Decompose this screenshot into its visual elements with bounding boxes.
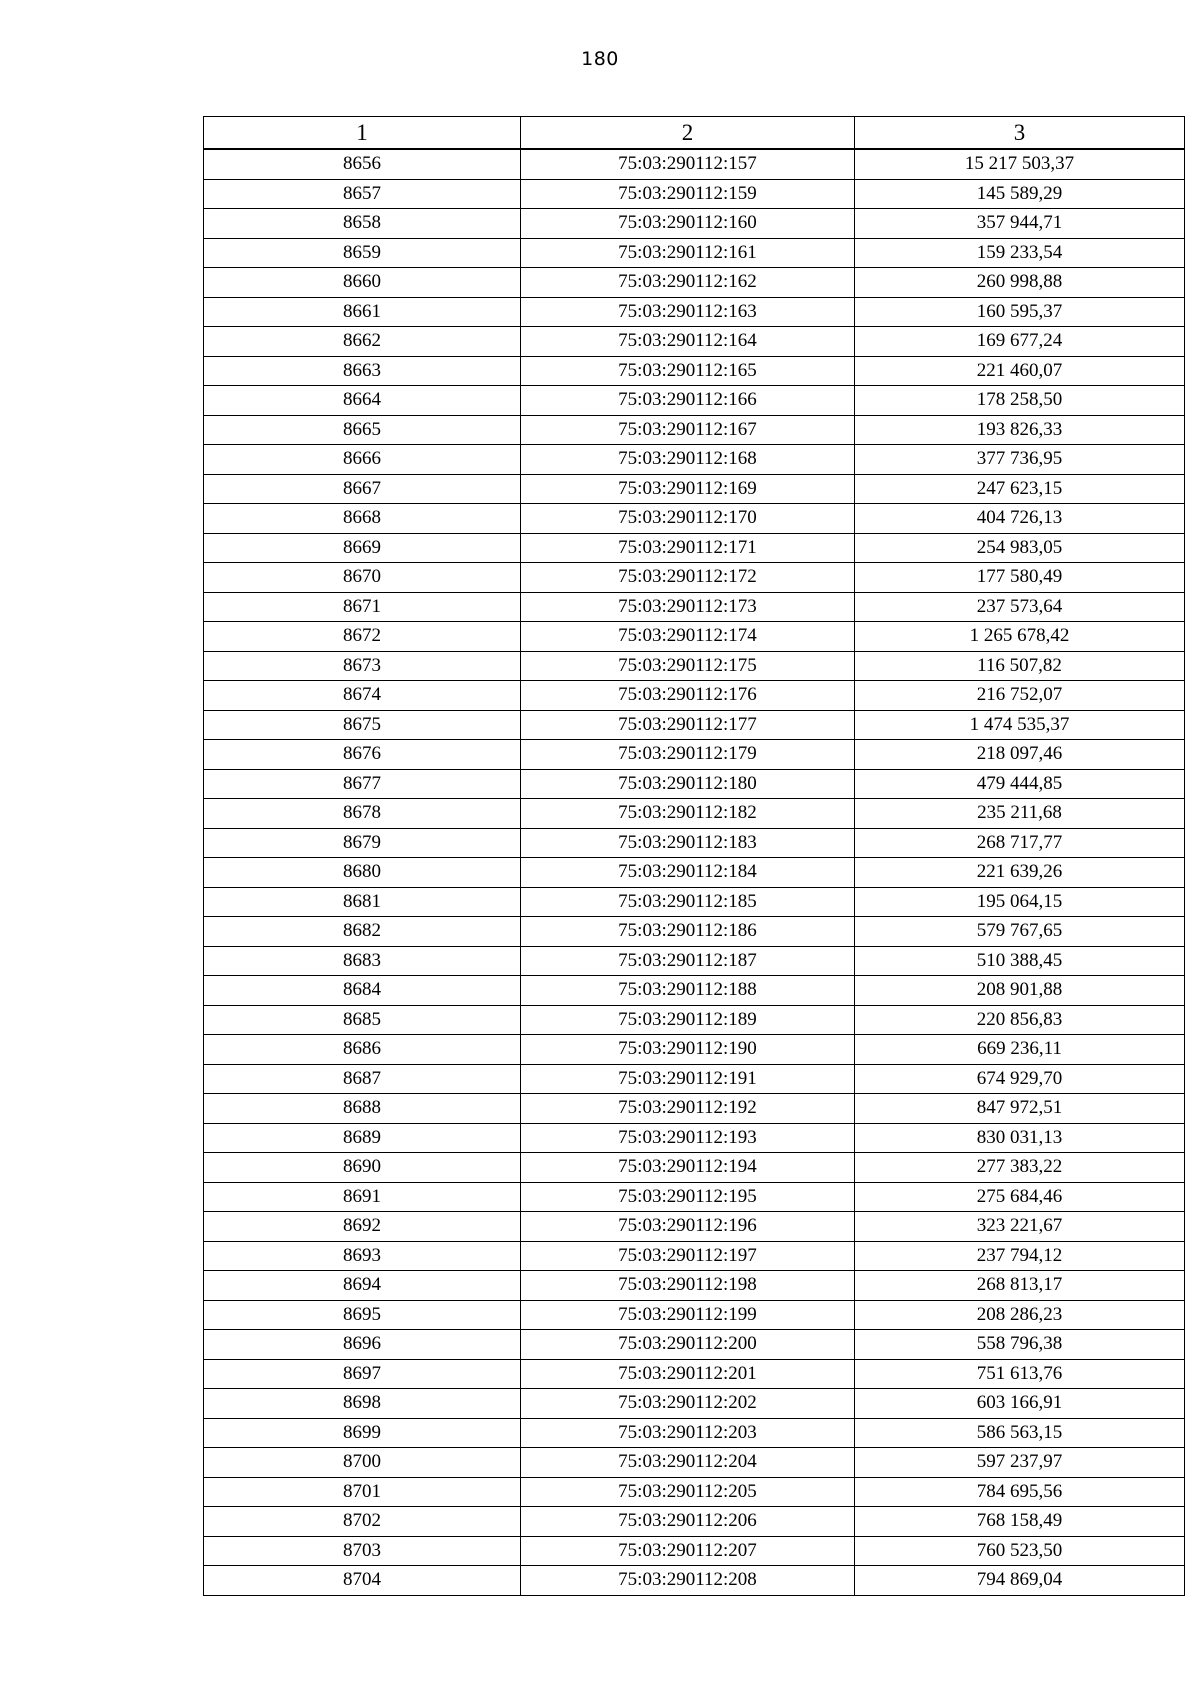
table-row	[204, 474, 1185, 504]
row-number-cell: 8686	[204, 1035, 521, 1065]
row-number-cell: 8700	[204, 1448, 521, 1478]
table-row	[204, 622, 1185, 652]
value-cell: 760 523,50	[855, 1536, 1185, 1566]
row-number-cell: 8695	[204, 1300, 521, 1330]
table-row	[204, 1005, 1185, 1035]
cadastral-number-cell: 75:03:290112:189	[521, 1005, 855, 1035]
cadastral-number-cell: 75:03:290112:177	[521, 710, 855, 740]
cadastral-number-cell: 75:03:290112:197	[521, 1241, 855, 1271]
table-row	[204, 1418, 1185, 1448]
row-number-cell: 8691	[204, 1182, 521, 1212]
cadastral-number-cell: 75:03:290112:186	[521, 917, 855, 947]
cadastral-number-cell: 75:03:290112:208	[521, 1566, 855, 1596]
value-cell: 221 639,26	[855, 858, 1185, 888]
value-cell: 479 444,85	[855, 769, 1185, 799]
table-row	[204, 297, 1185, 327]
value-cell: 159 233,54	[855, 238, 1185, 268]
row-number-cell: 8661	[204, 297, 521, 327]
value-cell: 275 684,46	[855, 1182, 1185, 1212]
value-cell: 597 237,97	[855, 1448, 1185, 1478]
value-cell: 145 589,29	[855, 179, 1185, 209]
value-cell: 277 383,22	[855, 1153, 1185, 1183]
value-cell: 169 677,24	[855, 327, 1185, 357]
table-row	[204, 799, 1185, 829]
row-number-cell: 8671	[204, 592, 521, 622]
table-row	[204, 1536, 1185, 1566]
row-number-cell: 8696	[204, 1330, 521, 1360]
page-number: 180	[581, 48, 619, 70]
table-row	[204, 238, 1185, 268]
row-number-cell: 8674	[204, 681, 521, 711]
row-number-cell: 8687	[204, 1064, 521, 1094]
row-number-cell: 8657	[204, 179, 521, 209]
row-number-cell: 8677	[204, 769, 521, 799]
table-header	[204, 117, 1185, 150]
value-cell: 323 221,67	[855, 1212, 1185, 1242]
cadastral-number-cell: 75:03:290112:188	[521, 976, 855, 1006]
cadastral-number-cell: 75:03:290112:192	[521, 1094, 855, 1124]
row-number-cell: 8664	[204, 386, 521, 416]
row-number-cell: 8675	[204, 710, 521, 740]
cadastral-number-cell: 75:03:290112:170	[521, 504, 855, 534]
table-row	[204, 1182, 1185, 1212]
table-row	[204, 1448, 1185, 1478]
cadastral-number-cell: 75:03:290112:199	[521, 1300, 855, 1330]
cadastral-number-cell: 75:03:290112:175	[521, 651, 855, 681]
row-number-cell: 8704	[204, 1566, 521, 1596]
cadastral-number-cell: 75:03:290112:160	[521, 209, 855, 239]
table-row	[204, 887, 1185, 917]
value-cell: 260 998,88	[855, 268, 1185, 298]
row-number-cell: 8682	[204, 917, 521, 947]
table-row	[204, 946, 1185, 976]
value-cell: 193 826,33	[855, 415, 1185, 445]
cadastral-number-cell: 75:03:290112:157	[521, 149, 855, 179]
column-header-1: 1	[204, 117, 521, 150]
table-row	[204, 1330, 1185, 1360]
value-cell: 237 573,64	[855, 592, 1185, 622]
table-row	[204, 740, 1185, 770]
table-row	[204, 533, 1185, 563]
row-number-cell: 8683	[204, 946, 521, 976]
table-row	[204, 769, 1185, 799]
value-cell: 216 752,07	[855, 681, 1185, 711]
cadastral-number-cell: 75:03:290112:194	[521, 1153, 855, 1183]
column-header-2: 2	[521, 117, 855, 150]
row-number-cell: 8680	[204, 858, 521, 888]
row-number-cell: 8688	[204, 1094, 521, 1124]
row-number-cell: 8659	[204, 238, 521, 268]
value-cell: 377 736,95	[855, 445, 1185, 475]
row-number-cell: 8669	[204, 533, 521, 563]
row-number-cell: 8679	[204, 828, 521, 858]
value-cell: 751 613,76	[855, 1359, 1185, 1389]
cadastral-number-cell: 75:03:290112:174	[521, 622, 855, 652]
value-cell: 669 236,11	[855, 1035, 1185, 1065]
cadastral-number-cell: 75:03:290112:176	[521, 681, 855, 711]
table-row	[204, 681, 1185, 711]
cadastral-number-cell: 75:03:290112:183	[521, 828, 855, 858]
row-number-cell: 8685	[204, 1005, 521, 1035]
row-number-cell: 8699	[204, 1418, 521, 1448]
table-row	[204, 1389, 1185, 1419]
column-header-3: 3	[855, 117, 1185, 150]
cadastral-number-cell: 75:03:290112:161	[521, 238, 855, 268]
cadastral-number-cell: 75:03:290112:167	[521, 415, 855, 445]
row-number-cell: 8690	[204, 1153, 521, 1183]
table-row	[204, 710, 1185, 740]
value-cell: 784 695,56	[855, 1477, 1185, 1507]
value-cell: 254 983,05	[855, 533, 1185, 563]
value-cell: 586 563,15	[855, 1418, 1185, 1448]
table-row	[204, 356, 1185, 386]
cadastral-number-cell: 75:03:290112:187	[521, 946, 855, 976]
cadastral-number-cell: 75:03:290112:159	[521, 179, 855, 209]
row-number-cell: 8698	[204, 1389, 521, 1419]
cadastral-number-cell: 75:03:290112:165	[521, 356, 855, 386]
cadastral-number-cell: 75:03:290112:169	[521, 474, 855, 504]
table-row	[204, 976, 1185, 1006]
value-cell: 847 972,51	[855, 1094, 1185, 1124]
cadastral-number-cell: 75:03:290112:204	[521, 1448, 855, 1478]
table-row	[204, 327, 1185, 357]
table-row	[204, 209, 1185, 239]
cadastral-number-cell: 75:03:290112:185	[521, 887, 855, 917]
cadastral-number-cell: 75:03:290112:193	[521, 1123, 855, 1153]
value-cell: 674 929,70	[855, 1064, 1185, 1094]
row-number-cell: 8703	[204, 1536, 521, 1566]
row-number-cell: 8692	[204, 1212, 521, 1242]
value-cell: 268 717,77	[855, 828, 1185, 858]
cadastral-number-cell: 75:03:290112:182	[521, 799, 855, 829]
table-row	[204, 917, 1185, 947]
cadastral-number-cell: 75:03:290112:190	[521, 1035, 855, 1065]
cadastral-number-cell: 75:03:290112:171	[521, 533, 855, 563]
registry-table	[203, 116, 1185, 1596]
cadastral-number-cell: 75:03:290112:195	[521, 1182, 855, 1212]
value-cell: 116 507,82	[855, 651, 1185, 681]
value-cell: 247 623,15	[855, 474, 1185, 504]
value-cell: 177 580,49	[855, 563, 1185, 593]
table-row	[204, 1212, 1185, 1242]
cadastral-number-cell: 75:03:290112:163	[521, 297, 855, 327]
row-number-cell: 8667	[204, 474, 521, 504]
cadastral-number-cell: 75:03:290112:166	[521, 386, 855, 416]
cadastral-number-cell: 75:03:290112:196	[521, 1212, 855, 1242]
row-number-cell: 8658	[204, 209, 521, 239]
value-cell: 160 595,37	[855, 297, 1185, 327]
table-row	[204, 651, 1185, 681]
value-cell: 195 064,15	[855, 887, 1185, 917]
table-row	[204, 445, 1185, 475]
cadastral-number-cell: 75:03:290112:162	[521, 268, 855, 298]
value-cell: 558 796,38	[855, 1330, 1185, 1360]
table-header-row	[204, 117, 1185, 150]
table-body	[204, 149, 1185, 1595]
value-cell: 768 158,49	[855, 1507, 1185, 1537]
table-row	[204, 858, 1185, 888]
row-number-cell: 8676	[204, 740, 521, 770]
value-cell: 218 097,46	[855, 740, 1185, 770]
table-row	[204, 179, 1185, 209]
cadastral-number-cell: 75:03:290112:205	[521, 1477, 855, 1507]
table-row	[204, 1359, 1185, 1389]
table-row	[204, 592, 1185, 622]
row-number-cell: 8668	[204, 504, 521, 534]
value-cell: 268 813,17	[855, 1271, 1185, 1301]
row-number-cell: 8673	[204, 651, 521, 681]
value-cell: 404 726,13	[855, 504, 1185, 534]
table-row	[204, 386, 1185, 416]
cadastral-number-cell: 75:03:290112:200	[521, 1330, 855, 1360]
row-number-cell: 8701	[204, 1477, 521, 1507]
cadastral-number-cell: 75:03:290112:201	[521, 1359, 855, 1389]
table-row	[204, 1566, 1185, 1596]
table-row	[204, 1241, 1185, 1271]
cadastral-number-cell: 75:03:290112:180	[521, 769, 855, 799]
table-row	[204, 828, 1185, 858]
table-row	[204, 1300, 1185, 1330]
table-row	[204, 415, 1185, 445]
value-cell: 794 869,04	[855, 1566, 1185, 1596]
value-cell: 235 211,68	[855, 799, 1185, 829]
value-cell: 237 794,12	[855, 1241, 1185, 1271]
cadastral-number-cell: 75:03:290112:198	[521, 1271, 855, 1301]
cadastral-number-cell: 75:03:290112:206	[521, 1507, 855, 1537]
row-number-cell: 8672	[204, 622, 521, 652]
row-number-cell: 8702	[204, 1507, 521, 1537]
cadastral-number-cell: 75:03:290112:173	[521, 592, 855, 622]
value-cell: 357 944,71	[855, 209, 1185, 239]
table-row	[204, 1271, 1185, 1301]
table-row	[204, 504, 1185, 534]
row-number-cell: 8678	[204, 799, 521, 829]
cadastral-number-cell: 75:03:290112:207	[521, 1536, 855, 1566]
table-row	[204, 1064, 1185, 1094]
value-cell: 15 217 503,37	[855, 149, 1185, 179]
value-cell: 1 474 535,37	[855, 710, 1185, 740]
row-number-cell: 8689	[204, 1123, 521, 1153]
cadastral-number-cell: 75:03:290112:203	[521, 1418, 855, 1448]
table-row	[204, 1035, 1185, 1065]
cadastral-number-cell: 75:03:290112:164	[521, 327, 855, 357]
row-number-cell: 8684	[204, 976, 521, 1006]
row-number-cell: 8681	[204, 887, 521, 917]
value-cell: 208 286,23	[855, 1300, 1185, 1330]
table-row	[204, 1507, 1185, 1537]
value-cell: 603 166,91	[855, 1389, 1185, 1419]
table-row	[204, 149, 1185, 179]
row-number-cell: 8693	[204, 1241, 521, 1271]
table-row	[204, 1153, 1185, 1183]
row-number-cell: 8666	[204, 445, 521, 475]
cadastral-number-cell: 75:03:290112:202	[521, 1389, 855, 1419]
value-cell: 221 460,07	[855, 356, 1185, 386]
row-number-cell: 8663	[204, 356, 521, 386]
value-cell: 220 856,83	[855, 1005, 1185, 1035]
row-number-cell: 8656	[204, 149, 521, 179]
table-row	[204, 1477, 1185, 1507]
value-cell: 208 901,88	[855, 976, 1185, 1006]
cadastral-number-cell: 75:03:290112:179	[521, 740, 855, 770]
table-row	[204, 1094, 1185, 1124]
value-cell: 510 388,45	[855, 946, 1185, 976]
cadastral-number-cell: 75:03:290112:172	[521, 563, 855, 593]
row-number-cell: 8697	[204, 1359, 521, 1389]
row-number-cell: 8660	[204, 268, 521, 298]
row-number-cell: 8670	[204, 563, 521, 593]
row-number-cell: 8665	[204, 415, 521, 445]
value-cell: 830 031,13	[855, 1123, 1185, 1153]
cadastral-number-cell: 75:03:290112:191	[521, 1064, 855, 1094]
table-row	[204, 1123, 1185, 1153]
value-cell: 1 265 678,42	[855, 622, 1185, 652]
cadastral-number-cell: 75:03:290112:184	[521, 858, 855, 888]
value-cell: 178 258,50	[855, 386, 1185, 416]
row-number-cell: 8662	[204, 327, 521, 357]
cadastral-number-cell: 75:03:290112:168	[521, 445, 855, 475]
row-number-cell: 8694	[204, 1271, 521, 1301]
value-cell: 579 767,65	[855, 917, 1185, 947]
table-row	[204, 268, 1185, 298]
table-row	[204, 563, 1185, 593]
